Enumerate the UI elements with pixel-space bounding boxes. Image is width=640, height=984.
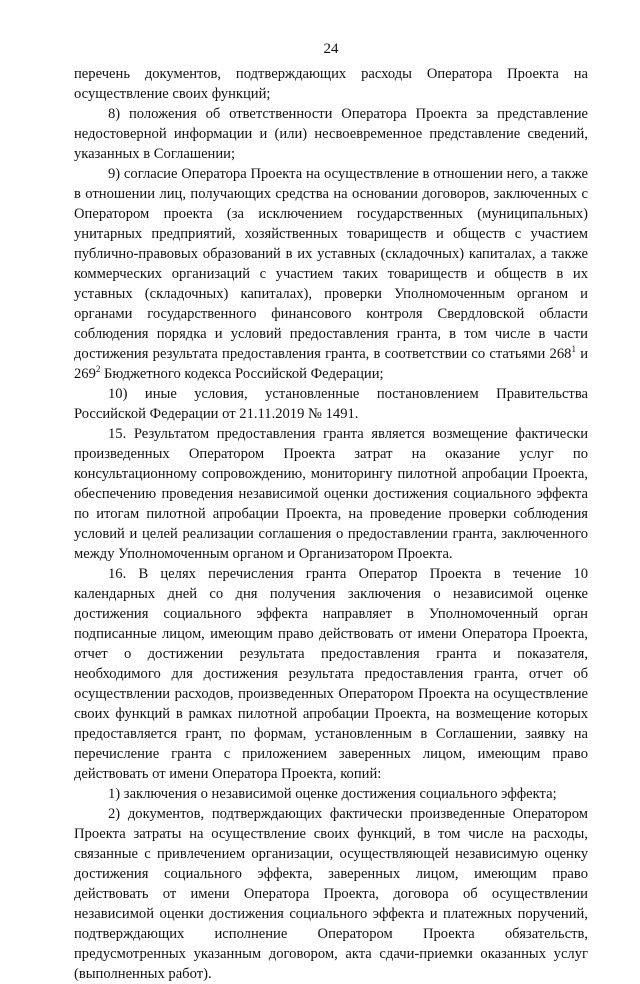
page-number: 24 — [323, 41, 339, 57]
paragraph-item-9-mid: и 269 — [74, 346, 588, 382]
paragraph-section-15: 15. Результатом предоставления гранта является возмещение фактически произведенных Оператором Проекта затрат на оказание услуг по консультационному сопровождению, мониторингу пилотной апробации Проекта, обеспечению проведения независимой оценки достижения социального эффекта по итогам пилотной апробации Проекта, на проведение проверки соблюдения условий и целей реализации соглашения о предоставлении гранта, заключенного между Уполномоченным органом и Организатором Проекта. — [74, 426, 588, 562]
paragraph-item-9-text: 9) согласие Оператора Проекта на осуществление в отношении него, а также в отношении лиц, получающих средства на основании договоров, заключенных с Оператором проекта (за исключением государственных (муниципальных) унитарных предприятий, хозяйственных товариществ и обществ с участием публично-правовых образований в их уставных (складочных) капиталах, а также коммерческих организаций с участием таких товариществ и обществ в их уставных (складочных) капиталах), проверки Уполномоченным органом и органами государственного финансового контроля Свердловской области соблюдения порядка и условий предоставления гранта, в том числе в части достижения результата предоставления гранта, в соответствии со статьями 268 — [74, 166, 588, 362]
paragraph-documents-list: перечень документов, подтверждающих расходы Оператора Проекта на осуществление своих функций; — [74, 66, 588, 102]
paragraph-item-10: 10) иные условия, установленные постановлением Правительства Российской Федерации от 21.11.2019 № 1491. — [74, 386, 588, 422]
paragraph-item-8: 8) положения об ответственности Оператора Проекта за представление недостоверной информации и (или) несвоевременное представление сведений, указанных в Соглашении; — [74, 106, 588, 162]
paragraph-item-9 — [74, 164, 588, 384]
paragraph-item-9-tail: Бюджетного кодекса Российской Федерации; — [100, 366, 384, 382]
paragraph-section-16: 16. В целях перечисления гранта Оператор Проекта в течение 10 календарных дней со дня получения заключения о независимой оценке достижения социального эффекта направляет в Уполномоченный орган подписанные лицом, имеющим право действовать от имени Оператора Проекта, отчет о достижении результата предоставления гранта и показателя, необходимого для достижения результата предоставления гранта, отчет об осуществлении расходов, произведенных Оператором Проекта на осуществление своих функций в рамках пилотной апробации Проекта, на возмещение которых предоставляется грант, по формам, установленным в Соглашении, заявку на перечисление гранта с приложением заверенных лицом, имеющим право действовать от имени Оператора Проекта, копий: — [74, 566, 588, 782]
paragraph-subitem-2: 2) документов, подтверждающих фактически произведенные Оператором Проекта затраты на осуществление своих функций, в том числе на расходы, связанные с привлечением организации, осуществляющей независимую оценку достижения социального эффекта, заверенных лицом, имеющим право действовать от имени Оператора Проекта, договора об осуществлении независимой оценки достижения социального эффекта и платежных поручений, подтверждающих исполнение Оператором Проекта обязательств, предусмотренных указанным договором, акта сдачи-приемки оказанных услуг (выполненных работ). — [74, 806, 588, 982]
paragraph-subitem-1: 1) заключения о независимой оценке достижения социального эффекта; — [108, 786, 557, 802]
footnote-superscript-1: 1 — [571, 344, 576, 354]
footnote-superscript-2: 2 — [95, 364, 101, 374]
